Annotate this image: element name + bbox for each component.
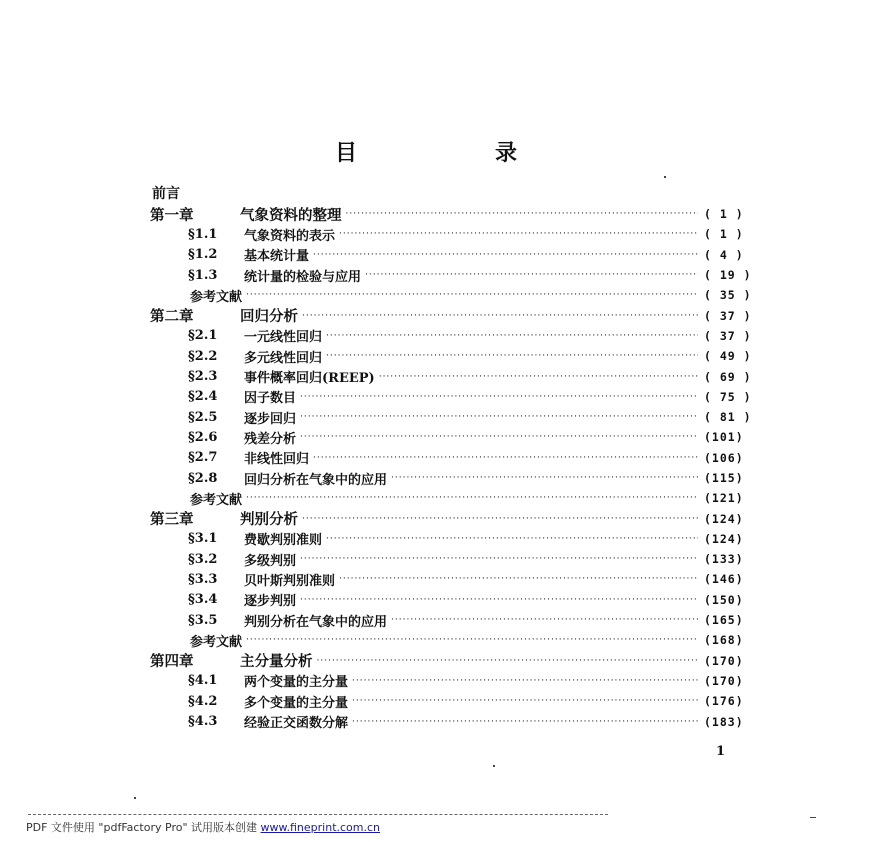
scan-speck: [134, 797, 136, 799]
toc-entry-page: ( 1 ): [704, 207, 744, 222]
toc-entry-page: (146): [704, 572, 744, 587]
toc-entry-number: §3.5: [188, 612, 218, 628]
toc-entry-number: §2.4: [188, 389, 218, 405]
toc-entry-number: §2.2: [188, 348, 218, 364]
toc-ref-row: [150, 488, 760, 508]
toc-entry-title: 判别分析在气象中的应用: [244, 614, 388, 630]
toc-entry-number: §3.3: [188, 571, 218, 587]
toc-entry-page: (133): [704, 552, 744, 567]
dot-leader: [313, 250, 698, 260]
toc-entry-title: 参考文献: [190, 634, 243, 650]
toc-section-row: [150, 590, 760, 610]
toc-entry-page: ( 4 ): [704, 247, 744, 262]
toc-chapter-row: [150, 305, 760, 325]
toc-entry-page: ( 69 ): [704, 369, 752, 384]
toc-entry-title: 多级判别: [244, 553, 297, 569]
dot-leader: [339, 229, 698, 239]
dot-leader: [317, 656, 699, 666]
toc-section-row: [150, 245, 760, 265]
toc-entry-number: §3.4: [188, 592, 218, 608]
toc-entry-title: 参考文献: [190, 289, 243, 305]
toc-entry-page: ( 19 ): [704, 268, 752, 283]
toc-entry-title: 一元线性回归: [244, 330, 323, 346]
toc-entry-title: 经验正交函数分解: [244, 716, 349, 732]
toc-entry-number: 第一章: [150, 206, 194, 224]
toc-entry-page: ( 81 ): [704, 410, 752, 425]
toc-ref-row: [150, 285, 760, 305]
toc-entry-page: (124): [704, 511, 744, 526]
toc-section-row: [150, 610, 760, 630]
dot-leader: [300, 595, 698, 605]
toc-entry-page: (170): [704, 673, 744, 688]
dot-leader: [365, 270, 698, 280]
toc-chapter-row: [150, 204, 760, 224]
toc-entry-page: ( 37 ): [704, 328, 752, 343]
toc-section-row: [150, 691, 760, 711]
toc-entry-title: 非线性回归: [244, 452, 310, 468]
toc-entry-number: §2.1: [188, 328, 218, 344]
footer: [26, 819, 380, 835]
toc-section-row: [150, 671, 760, 691]
toc-entry-title: 因子数目: [244, 391, 297, 407]
toc-section-row: [150, 711, 760, 731]
toc-entry-number: §4.1: [188, 673, 218, 689]
toc-section-row: [150, 346, 760, 366]
toc-section-row: [150, 265, 760, 285]
dot-leader: [246, 493, 698, 503]
toc-entry-page: (124): [704, 531, 744, 546]
toc-section-row: [150, 224, 760, 244]
toc-entry-title: 贝叶斯判别准则: [244, 573, 336, 589]
dot-leader: [346, 209, 699, 219]
scan-speck: [664, 176, 666, 178]
toc-entry-page: (176): [704, 694, 744, 709]
toc-entry-number: §1.2: [188, 247, 218, 263]
preface-heading: 前言: [152, 186, 180, 202]
toc-entry-title: 多元线性回归: [244, 350, 323, 366]
scan-speck: [493, 765, 495, 767]
dot-leader: [302, 311, 698, 321]
dot-leader: [300, 392, 698, 402]
toc-section-row: [150, 387, 760, 407]
toc-section-row: [150, 569, 760, 589]
toc-chapter-row: [150, 508, 760, 528]
toc-entry-title: 事件概率回归(REEP): [244, 371, 375, 387]
toc-entry-page: ( 37 ): [704, 308, 752, 323]
toc-entry-title: 回归分析: [240, 308, 298, 326]
toc-entry-number: §3.2: [188, 551, 218, 567]
dot-leader: [313, 453, 698, 463]
dot-leader: [352, 696, 698, 706]
toc-entry-number: 第四章: [150, 653, 194, 671]
toc-entry-page: (183): [704, 714, 744, 729]
toc-entry-page: (165): [704, 613, 744, 628]
toc-entry-number: 第三章: [150, 511, 194, 529]
toc-entry-number: §2.3: [188, 369, 218, 385]
table-of-contents: [150, 204, 760, 732]
toc-entry-number: §2.7: [188, 450, 218, 466]
toc-entry-page: ( 75 ): [704, 389, 752, 404]
toc-section-row: [150, 529, 760, 549]
dot-leader: [352, 717, 698, 727]
toc-entry-title: 判别分析: [240, 511, 298, 529]
toc-entry-number: §1.3: [188, 267, 218, 283]
dot-leader: [246, 635, 698, 645]
toc-entry-number: §2.5: [188, 409, 218, 425]
toc-entry-title: 逐步回归: [244, 411, 297, 427]
toc-section-row: [150, 448, 760, 468]
dot-leader: [352, 676, 698, 686]
toc-entry-title: 气象资料的整理: [240, 206, 342, 224]
toc-entry-page: (168): [704, 633, 744, 648]
page-title: 目 录: [334, 140, 575, 166]
page-number: 1: [716, 744, 726, 759]
toc-entry-page: ( 49 ): [704, 349, 752, 364]
toc-entry-title: 气象资料的表示: [244, 228, 336, 244]
toc-entry-title: 统计量的检验与应用: [244, 269, 362, 285]
toc-section-row: [150, 468, 760, 488]
dot-leader: [246, 290, 698, 300]
toc-entry-title: 基本统计量: [244, 249, 310, 265]
toc-entry-number: §2.6: [188, 429, 218, 445]
toc-entry-page: ( 1 ): [704, 227, 744, 242]
dot-leader: [379, 372, 698, 382]
toc-entry-page: (115): [704, 471, 744, 485]
toc-ref-row: [150, 630, 760, 650]
dot-leader: [302, 514, 698, 524]
toc-entry-page: (121): [704, 491, 744, 506]
toc-section-row: [150, 366, 760, 386]
toc-chapter-row: [150, 651, 760, 671]
dot-leader: [300, 554, 698, 564]
footer-link[interactable]: www.fineprint.com.cn: [260, 821, 381, 834]
dot-leader: [326, 534, 698, 544]
toc-entry-title: 主分量分析: [240, 653, 313, 671]
dot-leader: [300, 432, 698, 442]
dot-leader: [339, 574, 698, 584]
toc-entry-number: §4.3: [188, 714, 218, 730]
footer-divider: [28, 814, 608, 815]
toc-section-row: [150, 326, 760, 346]
toc-entry-number: 第二章: [150, 308, 194, 326]
toc-entry-title: 残差分析: [244, 431, 297, 447]
toc-entry-title: 两个变量的主分量: [244, 675, 349, 691]
toc-entry-title: 多个变量的主分量: [244, 695, 349, 711]
toc-section-row: [150, 407, 760, 427]
toc-entry-page: (101): [704, 430, 744, 445]
toc-entry-title: 参考文献: [190, 492, 243, 508]
toc-entry-title: 逐步判别: [244, 594, 297, 610]
dot-leader: [326, 351, 698, 361]
dot-leader: [391, 615, 698, 625]
toc-section-row: [150, 427, 760, 447]
dot-leader: [300, 412, 698, 422]
toc-entry-number: §3.1: [188, 531, 218, 547]
dot-leader: [391, 473, 698, 483]
dot-leader: [326, 331, 698, 341]
toc-section-row: [150, 549, 760, 569]
toc-entry-number: §4.2: [188, 693, 218, 709]
toc-entry-number: §1.1: [188, 226, 218, 242]
toc-entry-page: (170): [704, 653, 744, 668]
toc-entry-number: §2.8: [188, 470, 218, 486]
toc-entry-title: 回归分析在气象中的应用: [244, 472, 388, 488]
footer-text: PDF 文件使用 "pdfFactory Pro" 试用版本创建: [26, 821, 261, 834]
toc-entry-page: (106): [704, 450, 744, 465]
toc-entry-page: (150): [704, 592, 744, 607]
toc-entry-title: 费歇判别准则: [244, 533, 323, 549]
scan-speck: [810, 817, 816, 818]
toc-entry-page: ( 35 ): [704, 288, 752, 303]
